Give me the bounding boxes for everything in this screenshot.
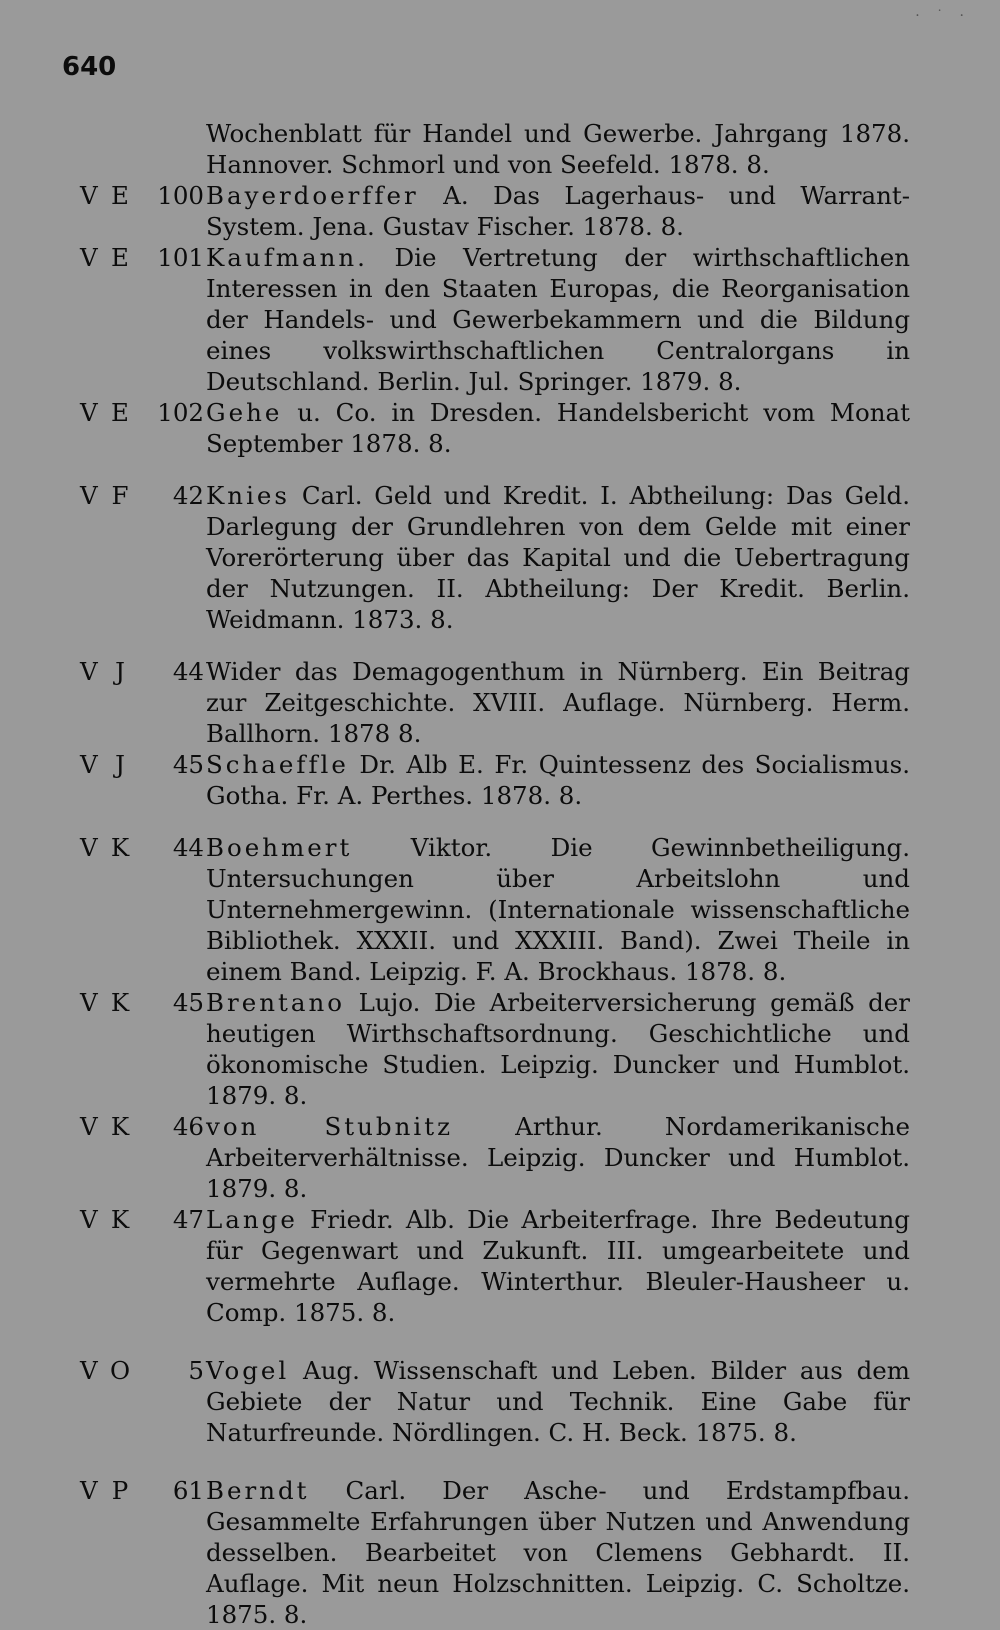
entry-text: Knies Carl. Geld und Kredit. I. Abtheilung: Das Geld. Darlegung der Grundlehren von dem Gelde mit einer Vorerörterung über das Kapital und die Uebertragung der Nutzungen. II. Abtheilung: Der Kredit. Berlin. Weidmann. 1873. 8. — [206, 481, 910, 634]
signature: V F 42 — [80, 481, 204, 510]
entry-list — [80, 118, 910, 1630]
list-item — [80, 656, 910, 749]
signature: V P 61 — [80, 1476, 204, 1505]
entry-text: Wochenblatt für Handel und Gewerbe. Jahrgang 1878. Hannover. Schmorl und von Seefeld. 1878. 8. — [206, 119, 910, 179]
list-item — [80, 242, 910, 397]
signature — [80, 118, 206, 180]
list-item — [80, 987, 910, 1111]
entry-text: Kaufmann. Die Vertretung der wirthschaftlichen Interessen in den Staaten Europas, die Reorganisation der Handels- und Gewerbekammern und die Bildung eines volkswirthschaftlichen Centralorgans in Deutschland. Berlin. Jul. Springer. 1879. 8. — [206, 243, 910, 396]
page-number: 640 — [62, 52, 117, 82]
author: Bayerdoerffer — [206, 181, 419, 210]
signature: V J 45 — [80, 750, 204, 779]
author: Brentano — [206, 988, 345, 1017]
author: Vogel — [206, 1356, 290, 1385]
signature: V K 46 — [80, 1112, 204, 1141]
author: Gehe — [206, 398, 283, 427]
signature: V E 102 — [80, 398, 204, 427]
list-item — [80, 1111, 910, 1204]
author: Knies — [206, 481, 290, 510]
signature: V J 44 — [80, 657, 204, 686]
signature: V K 47 — [80, 1205, 204, 1234]
author: Boehmert — [206, 833, 353, 862]
list-item — [80, 118, 910, 180]
entry-text: von Stubnitz Arthur. Nordamerikanische Arbeiterverhältnisse. Leipzig. Duncker und Humblot. 1879. 8. — [206, 1112, 911, 1203]
list-item — [80, 397, 910, 459]
signature: V E 100 — [80, 181, 204, 210]
author: Berndt — [206, 1476, 310, 1505]
list-item — [80, 180, 910, 242]
signature: V K 45 — [80, 988, 204, 1017]
entry-text: Boehmert Viktor. Die Gewinnbetheiligung. Untersuchungen über Arbeitslohn und Unternehmergewinn. (Internationale wissenschaftliche Bibliothek. XXXII. und XXXIII. Band). Zwei Theile in einem Band. Leipzig. F. A. Brockhaus. 1878. 8. — [206, 833, 910, 986]
scan-specks: · ˙ · — [915, 8, 970, 24]
entry-text: Schaeffle Dr. Alb E. Fr. Quintessenz des Socialismus. Gotha. Fr. A. Perthes. 1878. 8. — [206, 750, 910, 810]
entry-text: Brentano Lujo. Die Arbeiterversicherung gemäß der heutigen Wirthschaftsordnung. Geschichtliche und ökonomische Studien. Leipzig. Duncker und Humblot. 1879. 8. — [206, 988, 910, 1110]
list-item — [80, 1204, 910, 1328]
list-item — [80, 749, 910, 811]
author: Kaufmann. — [206, 243, 368, 272]
list-item — [80, 1355, 910, 1448]
entry-text: Wider das Demagogenthum in Nürnberg. Ein Beitrag zur Zeitgeschichte. XVIII. Auflage. Nürnberg. Herm. Ballhorn. 1878 8. — [206, 657, 910, 748]
author: von Stubnitz — [206, 1112, 453, 1141]
signature: V O 5 — [80, 1356, 204, 1385]
entry-text: Gehe u. Co. in Dresden. Handelsbericht vom Monat September 1878. 8. — [206, 398, 910, 458]
list-item — [80, 1475, 910, 1630]
author: Lange — [206, 1205, 298, 1234]
entry-text: Berndt Carl. Der Asche- und Erdstampfbau. Gesammelte Erfahrungen über Nutzen und Anwendung desselben. Bearbeitet von Clemens Gebhardt. II. Auflage. Mit neun Holzschnitten. Leipzig. C. Scholtze. 1875. 8. — [206, 1476, 910, 1629]
entry-text: Bayerdoerffer A. Das Lagerhaus- und Warrant-System. Jena. Gustav Fischer. 1878. 8. — [206, 181, 910, 241]
entry-text: Lange Friedr. Alb. Die Arbeiterfrage. Ihre Bedeutung für Gegenwart und Zukunft. III. umgearbeitete und vermehrte Auflage. Winterthur. Bleuler-Hausheer u. Comp. 1875. 8. — [206, 1205, 910, 1327]
signature: V K 44 — [80, 833, 204, 862]
signature: V E 101 — [80, 243, 204, 272]
list-item — [80, 832, 910, 987]
author: Schaeffle — [206, 750, 349, 779]
list-item — [80, 480, 910, 635]
entry-text: Vogel Aug. Wissenschaft und Leben. Bilder aus dem Gebiete der Natur und Technik. Eine Gabe für Naturfreunde. Nördlingen. C. H. Beck. 1875. 8. — [206, 1356, 910, 1447]
